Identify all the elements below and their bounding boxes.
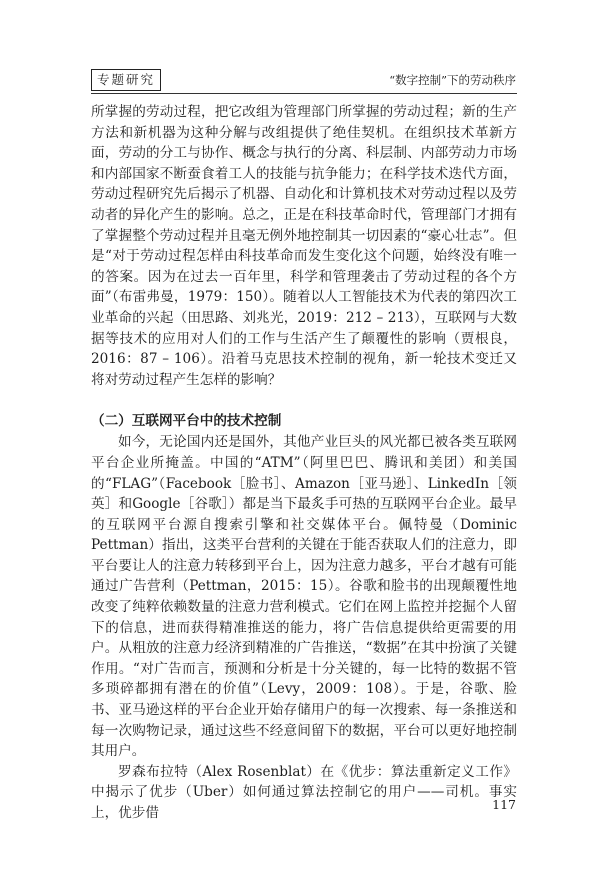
page-number: 117 [492,797,516,812]
section-heading: （二）互联网平台中的技术控制 [91,413,282,430]
header-running-title: “数字控制”下的劳动秩序 [389,73,516,87]
body-text [91,102,517,824]
paragraph: 罗森布拉特（Alex Rosenblat）在《优步：算法重新定义工作》中揭示了优步（Uber）如何通过算法控制它的用户——司机。事实上，优步借 [91,763,517,821]
paragraph: 如今，无论国内还是国外，其他产业巨头的风光都已被各类互联网平台企业所掩盖。中国的“ATM”（阿里巴巴、腾讯和美团）和美国的“FLAG”（Facebook［脸书］、Amazon［亚马逊］、LinkedIn［领英］和Google［谷歌］）都是当下最炙手可热的互联网平台企业。最早的互联网平台源自搜索引擎和社交媒体平台。佩特曼（Dominic Pettman）指出，这类平台营利的关键在于能否获取人们的注意力，即平台要让人的注意力转移到平台上，因为注意力越多，平台才越有可能通过广告营利（Pettman，2015：15）。谷歌和脸书的出现颠覆性地改变了纯粹依赖数量的注意力营利模式。它们在网上监控并挖掘个人留下的信息，进而获得精准推送的能力，将广告信息提供给更需要的用户。从粗放的注意力经济到精准的广告推送，“数据”在其中扮演了关键作用。“对广告而言，预测和分析是十分关键的，每一比特的数据不管多琐碎都拥有潜在的价值”（Levy，2009：108）。于是，谷歌、脸书、亚马逊这样的平台企业开始存储用户的每一次搜索、每一条推送和每一次购物记录，通过这些不经意间留下的数据，平台可以更好地控制其用户。 [91,434,517,760]
header-rule [91,93,517,94]
paragraph: 所掌握的劳动过程，把它改组为管理部门所掌握的劳动过程；新的生产方法和新机器为这种分解与改组提供了绝佳契机。在组织技术革新方面，劳动的分工与协作、概念与执行的分离、科层制、内部劳动力市场和内部国家不断蚕食着工人的技能与抗争能力；在科学技术迭代方面，劳动过程研究先后揭示了机器、自动化和计算机技术对劳动过程以及劳动者的异化产生的影响。总之，正是在科技革命时代，管理部门才拥有了掌握整个劳动过程并且毫无例外地控制其一切因素的“豪心壮志”。但是“对于劳动过程怎样由科技革命而发生变化这个问题，始终没有唯一的答案。因为在过去一百年里，科学和管理袭击了劳动过程的各个方面”（布雷弗曼，1979：150）。随着以人工智能技术为代表的第四次工业革命的兴起（田思路、刘兆光，2019：212 – 213），互联网与大数据等技术的应用对人们的工作与生活产生了颠覆性的影响（贾根良，2016：87 – 106）。沿着马克思技术控制的视角，新一轮技术变迁又将对劳动过程产生怎样的影响？ [91,104,517,388]
header-section-tag: 专题研究 [91,69,161,91]
